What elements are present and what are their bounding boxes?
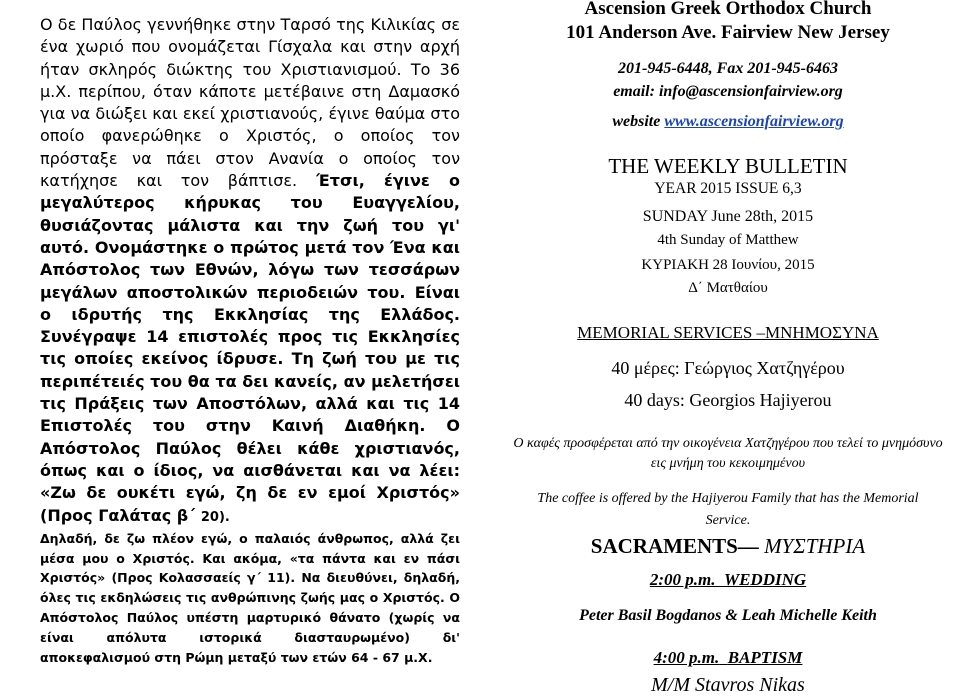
article-part-2-number: 20). (200, 509, 230, 525)
article-paragraph-2: Δηλαδή, δε ζω πλέον εγώ, ο παλαιός άνθρωπος, αλλά ζει μέσα μου ο Χριστός. Και ακόμα, «τα πάντα και εν πάσι Χριστός» (Προς Κολασσαείς γ΄ 11). Να διευθύνει, δηλαδή, όλες τις εκδηλώσεις τις ανθρώπινης ζωής μας ο Χριστός. Ο Απόστολος Παύλος υπέστη μαρτυρικό θάνατο (χωρίς να είναι απόλυτα ιστορικά διασταυρωμένο) δι' αποκεφαλισμού στη Ρώμη μεταξύ των ετών 64 - 67 μ.Χ. (40, 530, 460, 665)
wedding-label: WEDDING (723, 570, 807, 589)
bulletin-title: THE WEEKLY BULLETIN (608, 154, 848, 178)
bulletin-year-issue: YEAR 2015 ISSUE 6,3 (654, 180, 802, 197)
bulletin-date-gr: ΚΥΡΙΑΚΗ 28 Ιουνίου, 2015 (641, 257, 815, 273)
website-label: website (612, 113, 661, 130)
church-phone: 201-945-6448, Fax 201-945-6463 (618, 60, 838, 77)
sacraments-heading (496, 534, 960, 559)
baptism-names: M/M Stavros Nikas (651, 674, 805, 696)
wedding-line (496, 570, 960, 590)
church-name: Ascension Greek Orthodox Church (584, 0, 872, 19)
baptism-time: 4:00 p.m. (653, 648, 720, 667)
sacraments-heading-gr: ΜΥΣΤΗΡΙΑ (764, 534, 866, 558)
church-website (496, 113, 960, 131)
memorial-heading: MEMORIAL SERVICES –ΜΝΗΜΟΣΥΝΑ (577, 323, 879, 342)
memorial-line-gr: 40 μέρες: Γεώργιος Χατζηγέρου (611, 358, 845, 378)
coffee-note-gr: Ο καφές προσφέρεται από την οικογένεια Χατζηγέρου που τελεί το μνημόσυνο εις μνήμη του κεκοιμημένου (513, 436, 943, 471)
website-link[interactable]: www.ascensionfairview.org (664, 113, 844, 130)
bulletin-sunday-gr: Δ΄ Ματθαίου (688, 280, 768, 296)
baptism-line (496, 648, 960, 668)
sacraments-heading-en: SACRAMENTS— (590, 534, 759, 558)
bulletin-sunday-en: 4th Sunday of Matthew (657, 232, 799, 248)
wedding-names: Peter Basil Bogdanos & Leah Michelle Keith (579, 607, 877, 624)
article-part-2: Έτσι, έγινε ο μεγαλύτερος κήρυκας του Ευαγγελίου, θυσιάζοντας μάλιστα και την ζωή του γι' αυτό. Ονομάστηκε ο πρώτος μετά τον Ένα και Απόστολος των Εθνών, λόγω των τεσσάρων μεγάλων αποστολικών περιοδειών του. Είναι ο ιδρυτής της Εκκλησίας της Ελλάδος. Συνέγραψε 14 επιστολές προς τις Εκκλησίες τις οποίες εκείνος ίδρυσε. Τη ζωή του με τις περιπέτειές του θα τα δει κανείς, αν μελετήσει τις Πράξεις των Αποστόλων, αλλά και τις 14 Επιστολές του στην Καινή Διαθήκη. Ο Απόστολος Παύλος θέλει κάθε χριστιανός, όπως και ο ίδιος, να αισθάνεται και να λέει: «Ζω δε ουκέτι εγώ, ζη δε εν εμοί Χριστός» (Προς Γαλάτας β΄ (40, 171, 460, 525)
bulletin-date-en: SUNDAY June 28th, 2015 (642, 208, 814, 225)
memorial-line-en: 40 days: Georgios Hajiyerou (624, 390, 832, 410)
coffee-note-en: The coffee is offered by the Hajiyerou Family that has the Memorial Service. (537, 491, 919, 528)
church-address: 101 Anderson Ave. Fairview New Jersey (566, 22, 890, 43)
article-paragraph-1 (40, 14, 460, 529)
baptism-label: BAPTISM (727, 648, 803, 667)
article-part-1: Ο δε Παύλος γεννήθηκε στην Ταρσό της Κιλικίας σε ένα χωριό που ονομάζεται Γίσχαλα και στην αρχή ήταν σκληρός διώκτης του Χριστιανισμού. Το 36 μ.Χ. περίπου, όταν κάποτε μετέβαινε στη Δαμασκό για να διώξει και εκεί χριστιανούς, έγινε θαύμα στο οποίο φανερώθηκε ο Χριστός, ο οποίος τον πρόσταξε να πάει στον Ανανία ο οποίος τον κατήχησε και τον βάπτισε. (40, 15, 460, 191)
article-column (40, 14, 460, 667)
church-email: email: info@ascensionfairview.org (613, 83, 843, 100)
wedding-time: 2:00 p.m. (649, 570, 716, 589)
